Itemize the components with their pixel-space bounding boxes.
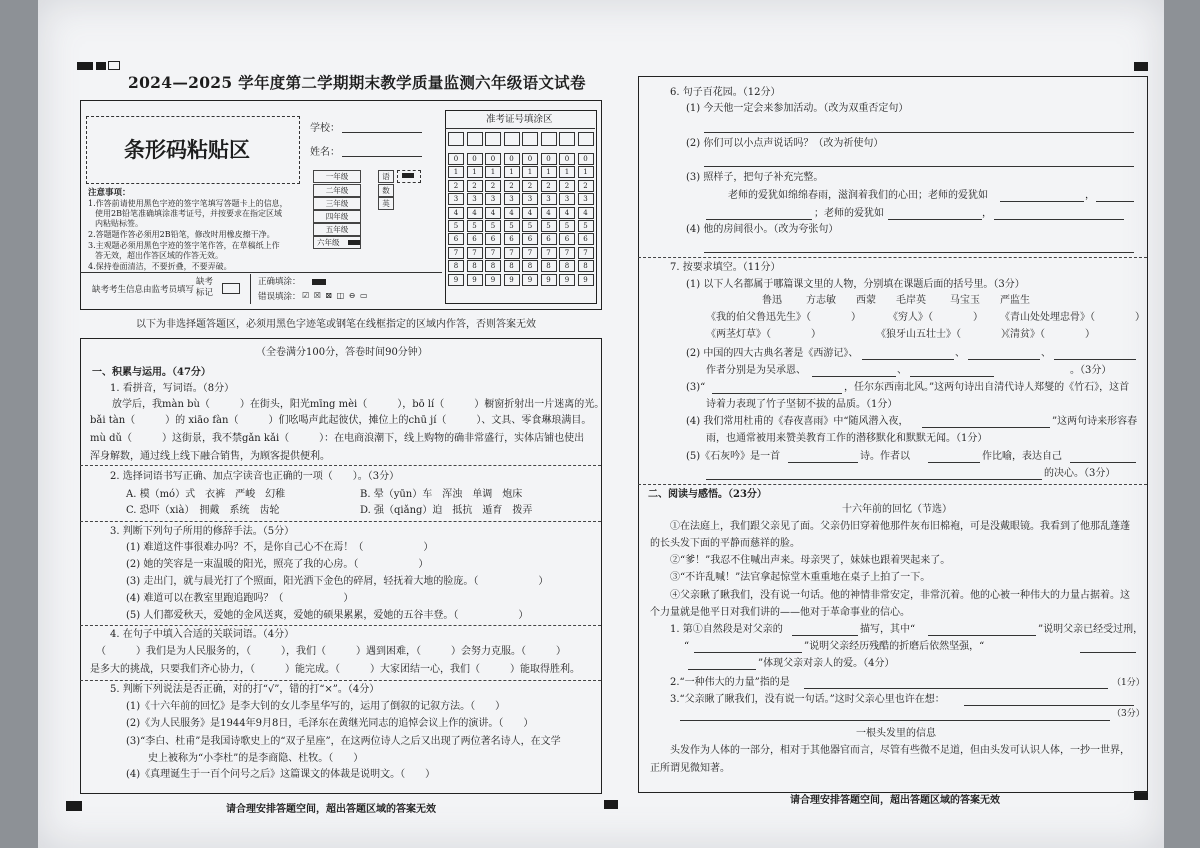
absent-mark-label: 缺考 标记 bbox=[196, 277, 214, 298]
notes-line: 2.答题题作答必须用2B铅笔，修改时用橡皮擦干净。 bbox=[88, 230, 275, 239]
comma: ， bbox=[1085, 190, 1095, 201]
question-6: 6. 句子百花园。（12分） bbox=[670, 87, 781, 98]
q4-line[interactable]: 是多大的挑战，只要我们齐心协力，（ ）能完成。（ ）大家团结一心，我们（ ）能取得胜利。 bbox=[90, 664, 580, 675]
answer-line[interactable] bbox=[792, 635, 858, 636]
reading-q1: 1. 第①自然段是对父亲的 bbox=[670, 624, 783, 635]
q6-item: (3) 照样子，把句子补充完整。 bbox=[686, 172, 824, 183]
reading-q3: 3.“父亲瞅了瞅我们，没有说一句话。”这时父亲心里也许在想： bbox=[670, 694, 945, 705]
separator: 、 bbox=[955, 348, 965, 359]
exam-id-bubble[interactable]: 5 bbox=[467, 220, 483, 232]
answer-line[interactable] bbox=[1080, 652, 1136, 653]
grade-option[interactable]: 一年级 bbox=[313, 170, 361, 183]
q6-example-2: ；老师的爱犹如 bbox=[814, 208, 884, 219]
answer-line[interactable] bbox=[928, 462, 980, 463]
exam-id-bubble[interactable]: 6 bbox=[467, 233, 483, 245]
exam-id-bubble[interactable]: 6 bbox=[559, 233, 575, 245]
lesson-title[interactable]: 《穷人》（ ） bbox=[888, 312, 983, 323]
answer-line[interactable] bbox=[706, 219, 812, 220]
q6-item: (4) 他的房间很小。（改为夸张句） bbox=[686, 224, 839, 235]
q3-item[interactable]: (3) 走出门，就与晨光打了个照面，阳光洒下金色的碎屑，轻抚着大地的脸庞。（ ） bbox=[126, 576, 549, 587]
grade-option[interactable]: 六年级 bbox=[313, 236, 361, 249]
lesson-title[interactable]: 《狼牙山五壮士》（ ） bbox=[876, 329, 1011, 340]
exam-id-bubble[interactable]: 4 bbox=[448, 207, 464, 219]
comma: ， bbox=[982, 208, 992, 219]
exam-id-divider bbox=[445, 128, 595, 129]
question-7: 7. 按要求填空。（11分） bbox=[670, 262, 781, 273]
school-field[interactable] bbox=[342, 132, 422, 133]
subject-filled-mark bbox=[402, 173, 414, 178]
question-divider bbox=[638, 257, 1147, 258]
exam-id-bubble[interactable]: 1 bbox=[485, 166, 501, 178]
q5-item[interactable]: (2)《为人民服务》是1944年9月8日，毛泽东在黄继光同志的追悼会议上作的演讲。（ ） bbox=[126, 718, 534, 729]
exam-id-bubble[interactable]: 8 bbox=[485, 260, 501, 272]
reading-q1: 描写，其中“ bbox=[860, 624, 916, 635]
q6-item: (1) 今天他一定会来参加活动。（改为双重否定句） bbox=[686, 103, 909, 114]
fill-correct-label: 正确填涂： bbox=[258, 277, 301, 287]
q1-line[interactable]: bǎi tàn（ ）的 xiāo fàn（ ）们吆喝声此起彼伏，摊位上的chū jí（ ）、文具、零食琳琅满目。 bbox=[90, 415, 592, 426]
exam-id-bubble[interactable]: 9 bbox=[559, 274, 575, 286]
exam-id-bubble[interactable]: 7 bbox=[541, 247, 557, 259]
footer-note: 请合理安排答题空间，超出答题区域的答案无效 bbox=[790, 795, 1000, 806]
exam-id-bubble[interactable]: 4 bbox=[485, 207, 501, 219]
exam-id-write-box[interactable] bbox=[504, 132, 520, 146]
answer-line[interactable] bbox=[1096, 201, 1134, 202]
reading-q1: “ bbox=[684, 641, 690, 652]
passage-line: 正所谓见微知著。 bbox=[650, 763, 730, 774]
passage-line: 个力量就是他平日对我们讲的——他对于革命事业的信心。 bbox=[650, 607, 910, 618]
section-title: 一、积累与运用。（47分） bbox=[92, 367, 211, 378]
q7-sub: (1) 以下人名都属于哪篇课文里的人物，分别填在课题后面的括号里。（3分） bbox=[686, 279, 1025, 290]
question-2: 2. 选择词语书写正确、加点字读音也正确的一项（ ）。（3分） bbox=[110, 471, 400, 482]
passage-line: ③“不许乱喊！”法官拿起惊堂木重重地在桌子上拍了一下。 bbox=[670, 572, 931, 583]
corner-marker bbox=[604, 800, 618, 809]
barcode-label: 条形码粘贴区 bbox=[124, 137, 250, 162]
exam-id-bubble[interactable]: 6 bbox=[522, 233, 538, 245]
exam-id-bubble[interactable]: 3 bbox=[485, 193, 501, 205]
exam-id-bubble[interactable]: 8 bbox=[448, 260, 464, 272]
question-divider bbox=[80, 521, 601, 522]
grade-option[interactable]: 四年级 bbox=[313, 210, 361, 223]
exam-id-write-box[interactable] bbox=[467, 132, 483, 146]
exam-id-bubble[interactable]: 9 bbox=[578, 274, 594, 286]
answer-line[interactable] bbox=[994, 219, 1124, 220]
exam-id-bubble[interactable]: 4 bbox=[467, 207, 483, 219]
reading-q2: 2.“一种伟大的力量”指的是 bbox=[670, 677, 790, 688]
q5-item[interactable]: 史上被称为“小李杜”的是李商隐、杜牧。（ ） bbox=[148, 753, 364, 764]
exam-id-write-box[interactable] bbox=[485, 132, 501, 146]
exam-id-write-box[interactable] bbox=[559, 132, 575, 146]
corner-marker bbox=[108, 61, 120, 70]
exam-id-bubble[interactable]: 6 bbox=[541, 233, 557, 245]
exam-id-bubble[interactable]: 7 bbox=[559, 247, 575, 259]
notes-line: 使用2B铅笔准确填涂准考证号，并按要求在指定区域 bbox=[95, 209, 282, 218]
exam-id-bubble[interactable]: 1 bbox=[448, 166, 464, 178]
exam-id-bubble[interactable]: 8 bbox=[504, 260, 520, 272]
q7-score: 。（3分） bbox=[1070, 365, 1112, 376]
answer-line[interactable] bbox=[968, 359, 1040, 360]
exam-id-bubble[interactable]: 0 bbox=[541, 153, 557, 165]
lesson-title[interactable]: 《我的伯父鲁迅先生》（ ） bbox=[706, 312, 861, 323]
notes-line: 答无效，超出作答区域的作答无效。 bbox=[95, 251, 223, 260]
exam-id-bubble[interactable]: 6 bbox=[448, 233, 464, 245]
person-name: 方志敏 bbox=[806, 295, 836, 306]
q5-item[interactable]: (4)《真理诞生于一百个问号之后》这篇课文的体裁是说明文。（ ） bbox=[126, 769, 436, 780]
q1-line[interactable]: mù dǔ（ ）这街景，我不禁gǎn kǎi（ ）：在电商浪潮下，线上购物的确非常盛行，实体店铺也使出 bbox=[90, 433, 585, 444]
answer-line[interactable] bbox=[694, 652, 802, 653]
person-name: 西蒙 bbox=[856, 295, 876, 306]
passage-line: 头发作为人体的一部分，相对于其他器官而言，尽管有些微不足道，但由头发可认识人体，一抄一世界， bbox=[670, 745, 1130, 756]
person-name: 鲁迅 bbox=[762, 295, 782, 306]
absent-mark-box[interactable] bbox=[222, 283, 240, 294]
exam-id-bubble[interactable]: 5 bbox=[578, 220, 594, 232]
exam-id-bubble[interactable]: 0 bbox=[578, 153, 594, 165]
notes-line: 3.主观题必须用黑色字迹的签字笔作答，在草稿纸上作 bbox=[88, 241, 280, 250]
lesson-title[interactable]: 《两茎灯草》（ ） bbox=[706, 329, 821, 340]
grade-option[interactable]: 二年级 bbox=[313, 184, 361, 197]
exam-id-bubble[interactable]: 0 bbox=[448, 153, 464, 165]
exam-id-bubble[interactable]: 8 bbox=[522, 260, 538, 272]
exam-id-write-box[interactable] bbox=[541, 132, 557, 146]
exam-id-bubble[interactable]: 3 bbox=[541, 193, 557, 205]
q4-line[interactable]: （ ）我们是为人民服务的，（ ），我们（ ）遇到困难，（ ）会努力克服。（ ） bbox=[96, 646, 566, 657]
reading-q3-score: （3分） bbox=[1112, 709, 1145, 719]
q1-line: 浑身解数，通过线上线下融合销售，为顾客提供便利。 bbox=[90, 451, 330, 462]
exam-id-bubble[interactable]: 3 bbox=[559, 193, 575, 205]
answer-line[interactable] bbox=[704, 166, 1134, 167]
answer-line[interactable] bbox=[862, 359, 954, 360]
instruction: 以下为非选择题答题区，必须用黑色字迹笔或钢笔在线框指定的区域内作答，否则答案无效 bbox=[136, 319, 536, 330]
exam-id-bubble[interactable]: 2 bbox=[522, 180, 538, 192]
answer-line[interactable] bbox=[888, 219, 982, 220]
exam-id-bubble[interactable]: 9 bbox=[485, 274, 501, 286]
grade-option[interactable]: 五年级 bbox=[313, 223, 361, 236]
exam-id-bubble[interactable]: 0 bbox=[559, 153, 575, 165]
q7-sub: 作者分别是为吴承恩、 bbox=[706, 365, 806, 376]
q7-sub: 的决心。（3分） bbox=[1044, 468, 1116, 479]
fill-wrong-samples: ☑ ☒ ⊠ ◫ ⊖ ▭ bbox=[302, 291, 369, 300]
score-info: （全卷满分100分，答卷时间90分钟） bbox=[256, 347, 428, 358]
q3-item[interactable]: (1) 难道这件事很难办吗？不，是你自己心不在焉！（ ） bbox=[126, 542, 434, 553]
exam-id-bubble[interactable]: 7 bbox=[504, 247, 520, 259]
question-5: 5. 判断下列说法是否正确，对的打“√”，错的打“×”。（4分） bbox=[110, 684, 380, 695]
exam-id-bubble[interactable]: 2 bbox=[541, 180, 557, 192]
exam-id-bubble[interactable]: 9 bbox=[522, 274, 538, 286]
passage-line: ②“爹！”我忍不住喊出声来。母亲哭了，妹妹也跟着哭起来了。 bbox=[670, 555, 951, 566]
exam-id-bubble[interactable]: 2 bbox=[559, 180, 575, 192]
exam-id-bubble[interactable]: 1 bbox=[504, 166, 520, 178]
question-divider bbox=[80, 625, 601, 626]
answer-line[interactable] bbox=[688, 669, 756, 670]
answer-line[interactable] bbox=[1000, 201, 1084, 202]
exam-id-bubble[interactable]: 7 bbox=[448, 247, 464, 259]
q1-line[interactable]: 放学后，我màn bù（ ）在街头，阳光mīng mèi（ ），bō lí（ ）橱窗折射出一片迷离的光。 bbox=[112, 399, 605, 410]
notes-line: 4.保持卷面清洁，不要折叠，不要弄破。 bbox=[88, 262, 232, 271]
person-name: 马宝玉 bbox=[950, 295, 980, 306]
subject-option[interactable]: 英 bbox=[378, 197, 394, 210]
q3-item[interactable]: (4) 难道可以在教室里跑追跑吗？（ ） bbox=[126, 593, 354, 604]
q6-item: (2) 你们可以小点声说话吗？（改为祈使句） bbox=[686, 138, 884, 149]
exam-id-bubble[interactable]: 5 bbox=[522, 220, 538, 232]
exam-id-bubble[interactable]: 9 bbox=[504, 274, 520, 286]
corner-marker bbox=[77, 62, 93, 70]
answer-line[interactable] bbox=[712, 393, 842, 394]
corner-marker bbox=[1134, 62, 1148, 71]
reading-q1: ”说明父亲经历残酷的折磨后依然坚强，“ bbox=[804, 641, 985, 652]
question-divider bbox=[80, 465, 601, 466]
exam-id-bubble[interactable]: 6 bbox=[578, 233, 594, 245]
corner-marker bbox=[66, 801, 82, 811]
question-3: 3. 判断下列句子所用的修辞手法。（5分） bbox=[110, 526, 295, 537]
exam-id-bubble[interactable]: 2 bbox=[467, 180, 483, 192]
grade-option[interactable]: 三年级 bbox=[313, 197, 361, 210]
separator: 、 bbox=[897, 365, 907, 376]
q7-sub: 诗。作者以 bbox=[860, 451, 910, 462]
passage-title: 一根头发里的信息 bbox=[856, 728, 936, 739]
passage-line: ④父亲瞅了瞅我们，没有说一句话。他的神情非常安定，非常沉着。他的心被一种伟大的力量占据着。这 bbox=[670, 590, 1130, 601]
exam-id-bubble[interactable]: 4 bbox=[504, 207, 520, 219]
exam-id-bubble[interactable]: 9 bbox=[448, 274, 464, 286]
exam-id-bubble[interactable]: 3 bbox=[504, 193, 520, 205]
header-divider bbox=[80, 272, 442, 273]
answer-line[interactable] bbox=[804, 688, 1108, 689]
q2-option-c[interactable]: C. 恐吓（xià） 拥戴 系统 齿轮 bbox=[126, 505, 280, 516]
exam-id-bubble[interactable]: 1 bbox=[522, 166, 538, 178]
q7-sub: (4) 我们常用杜甫的《春夜喜雨》中“随风潜入夜， bbox=[686, 416, 909, 427]
question-1: 1. 看拼音，写词语。（8分） bbox=[110, 383, 235, 394]
exam-id-bubble[interactable]: 9 bbox=[541, 274, 557, 286]
exam-id-bubble[interactable]: 1 bbox=[467, 166, 483, 178]
exam-id-title: 准考证号填涂区 bbox=[486, 114, 553, 125]
exam-id-bubble[interactable]: 7 bbox=[578, 247, 594, 259]
exam-id-bubble[interactable]: 6 bbox=[485, 233, 501, 245]
name-field[interactable] bbox=[342, 156, 422, 157]
q7-sub: ，任尔东西南北风。”这两句诗出自清代诗人郑燮的《竹石》，这首 bbox=[844, 382, 1130, 393]
school-label: 学校： bbox=[310, 123, 340, 134]
exam-id-bubble[interactable]: 2 bbox=[448, 180, 464, 192]
corner-marker bbox=[96, 62, 106, 70]
exam-id-bubble[interactable]: 4 bbox=[541, 207, 557, 219]
answer-line[interactable] bbox=[704, 252, 1134, 253]
passage-line: 的长头发下面的平静而慈祥的脸。 bbox=[650, 538, 800, 549]
exam-id-write-box[interactable] bbox=[448, 132, 464, 146]
exam-id-bubble[interactable]: 0 bbox=[504, 153, 520, 165]
exam-id-bubble[interactable]: 6 bbox=[504, 233, 520, 245]
notes-title: 注意事项： bbox=[88, 188, 131, 198]
subject-option[interactable]: 数 bbox=[378, 184, 394, 197]
q3-item[interactable]: (2) 她的笑容是一束温暖的阳光，照亮了我的心房。（ ） bbox=[126, 559, 429, 570]
answer-line[interactable] bbox=[922, 427, 1050, 428]
exam-id-bubble[interactable]: 8 bbox=[541, 260, 557, 272]
q7-sub: 诗着力表现了竹子坚韧不拔的品质。（1分） bbox=[706, 399, 898, 410]
exam-id-bubble[interactable]: 5 bbox=[504, 220, 520, 232]
footer-note: 请合理安排答题空间，超出答题区域的答案无效 bbox=[226, 804, 436, 815]
exam-id-bubble[interactable]: 3 bbox=[448, 193, 464, 205]
subject-option[interactable]: 语 bbox=[378, 170, 394, 183]
passage-title: 十六年前的回忆（节选） bbox=[842, 504, 952, 515]
exam-id-bubble[interactable]: 0 bbox=[522, 153, 538, 165]
exam-id-write-box[interactable] bbox=[578, 132, 594, 146]
exam-id-bubble[interactable]: 5 bbox=[448, 220, 464, 232]
exam-id-bubble[interactable]: 1 bbox=[541, 166, 557, 178]
exam-id-bubble[interactable]: 0 bbox=[485, 153, 501, 165]
exam-id-bubble[interactable]: 5 bbox=[559, 220, 575, 232]
absent-info: 缺考考生信息由监考员填写 bbox=[92, 285, 195, 295]
exam-id-bubble[interactable]: 4 bbox=[578, 207, 594, 219]
person-name: 严监生 bbox=[1000, 295, 1030, 306]
exam-id-bubble[interactable]: 2 bbox=[578, 180, 594, 192]
reading-q1: ”说明父亲已经受过刑， bbox=[1038, 624, 1144, 635]
reading-q1: ”体现父亲对亲人的爱。（4分） bbox=[758, 658, 895, 669]
q7-sub: ”这两句诗来形容春 bbox=[1052, 416, 1138, 427]
q7-sub: (3)“ bbox=[686, 382, 706, 393]
q3-item[interactable]: (5) 人们都爱秋天，爱她的金风送爽，爱她的硕果累累，爱她的五谷丰登。（ ） bbox=[126, 610, 529, 621]
answer-line[interactable] bbox=[706, 479, 1042, 480]
notes-line: 内粘贴标签。 bbox=[95, 219, 143, 228]
header-divider bbox=[250, 274, 251, 304]
exam-id-bubble[interactable]: 1 bbox=[578, 166, 594, 178]
q2-option-d[interactable]: D. 强（qiǎng）迫 抵抗 遁育 拨弄 bbox=[360, 505, 533, 516]
grade-filled-mark bbox=[348, 240, 360, 245]
answer-line[interactable] bbox=[1054, 359, 1136, 360]
reading-q2-score: （1分） bbox=[1112, 678, 1145, 688]
exam-id-bubble[interactable]: 7 bbox=[467, 247, 483, 259]
exam-id-bubble[interactable]: 8 bbox=[467, 260, 483, 272]
q7-sub: (2) 中国的四大古典名著是《西游记》、 bbox=[686, 348, 859, 359]
answer-line[interactable] bbox=[910, 376, 994, 377]
exam-id-bubble[interactable]: 7 bbox=[522, 247, 538, 259]
exam-id-bubble[interactable]: 5 bbox=[485, 220, 501, 232]
exam-id-bubble[interactable]: 2 bbox=[485, 180, 501, 192]
exam-id-bubble[interactable]: 3 bbox=[522, 193, 538, 205]
answer-line[interactable] bbox=[812, 376, 896, 377]
answer-line[interactable] bbox=[788, 462, 858, 463]
name-label: 姓名： bbox=[310, 147, 340, 158]
answer-line[interactable] bbox=[928, 635, 1036, 636]
answer-line[interactable] bbox=[704, 132, 1134, 133]
q7-sub: (5)《石灰吟》是一首 bbox=[686, 451, 781, 462]
exam-id-bubble[interactable]: 7 bbox=[485, 247, 501, 259]
exam-id-bubble[interactable]: 4 bbox=[559, 207, 575, 219]
exam-id-bubble[interactable]: 3 bbox=[467, 193, 483, 205]
lesson-title[interactable]: 《清贫》（ ） bbox=[1000, 329, 1095, 340]
exam-id-bubble[interactable]: 3 bbox=[578, 193, 594, 205]
question-divider bbox=[638, 484, 1147, 485]
notes-line: 1.作答前请使用黑色字迹的签字笔填写答题卡上的信息， bbox=[88, 199, 288, 208]
q5-item[interactable]: (3)“李白、杜甫”是我国诗歌史上的“双子星座”，在这两位诗人之后又出现了两位著名诗人，在文学 bbox=[126, 736, 561, 747]
fill-correct-sample bbox=[312, 279, 326, 285]
section-title: 二、阅读与感悟。（23分） bbox=[648, 489, 767, 500]
exam-id-bubble[interactable]: 8 bbox=[559, 260, 575, 272]
exam-id-bubble[interactable]: 8 bbox=[578, 260, 594, 272]
question-divider bbox=[80, 680, 601, 681]
exam-id-bubble[interactable]: 4 bbox=[522, 207, 538, 219]
lesson-title[interactable]: 《青山处处埋忠骨》（ ） bbox=[1000, 312, 1145, 323]
q6-example: 老师的爱犹如绵绵春雨，滋润着我们的心田；老师的爱犹如 bbox=[728, 190, 988, 201]
exam-title: 2024—2025 学年度第二学期期末教学质量监测六年级语文试卷 bbox=[128, 73, 586, 92]
q5-item[interactable]: (1)《十六年前的回忆》是李大钊的女儿李星华写的，运用了倒叙的记叙方法。（ ） bbox=[126, 701, 506, 712]
exam-id-bubble[interactable]: 0 bbox=[467, 153, 483, 165]
q7-sub: 雨，也通常被用来赞美教育工作的潜移默化和默默无闻。（1分） bbox=[706, 433, 988, 444]
exam-id-bubble[interactable]: 9 bbox=[467, 274, 483, 286]
answer-line[interactable] bbox=[680, 720, 1110, 721]
exam-id-bubble[interactable]: 2 bbox=[504, 180, 520, 192]
q2-option-a[interactable]: A. 模（mó）式 衣裤 严峻 幻稚 bbox=[126, 489, 286, 500]
q7-sub: 作比喻，表达自己 bbox=[982, 451, 1062, 462]
answer-line[interactable] bbox=[1070, 462, 1136, 463]
passage-line: ①在法庭上，我们跟父亲见了面。父亲仍旧穿着他那件灰布旧棉袍，可是没戴眼镜。我看到了他那乱蓬蓬 bbox=[670, 521, 1130, 532]
fill-wrong-label: 错误填涂： bbox=[258, 292, 301, 302]
separator: 、 bbox=[1041, 348, 1051, 359]
exam-id-bubble[interactable]: 5 bbox=[541, 220, 557, 232]
answer-line[interactable] bbox=[964, 705, 1134, 706]
q2-option-b[interactable]: B. 晕（yūn）车 浑浊 单调 炮床 bbox=[360, 489, 523, 500]
exam-id-write-box[interactable] bbox=[522, 132, 538, 146]
person-name: 毛岸英 bbox=[896, 295, 926, 306]
question-4: 4. 在句子中填入合适的关联词语。（4分） bbox=[110, 629, 295, 640]
exam-id-bubble[interactable]: 1 bbox=[559, 166, 575, 178]
